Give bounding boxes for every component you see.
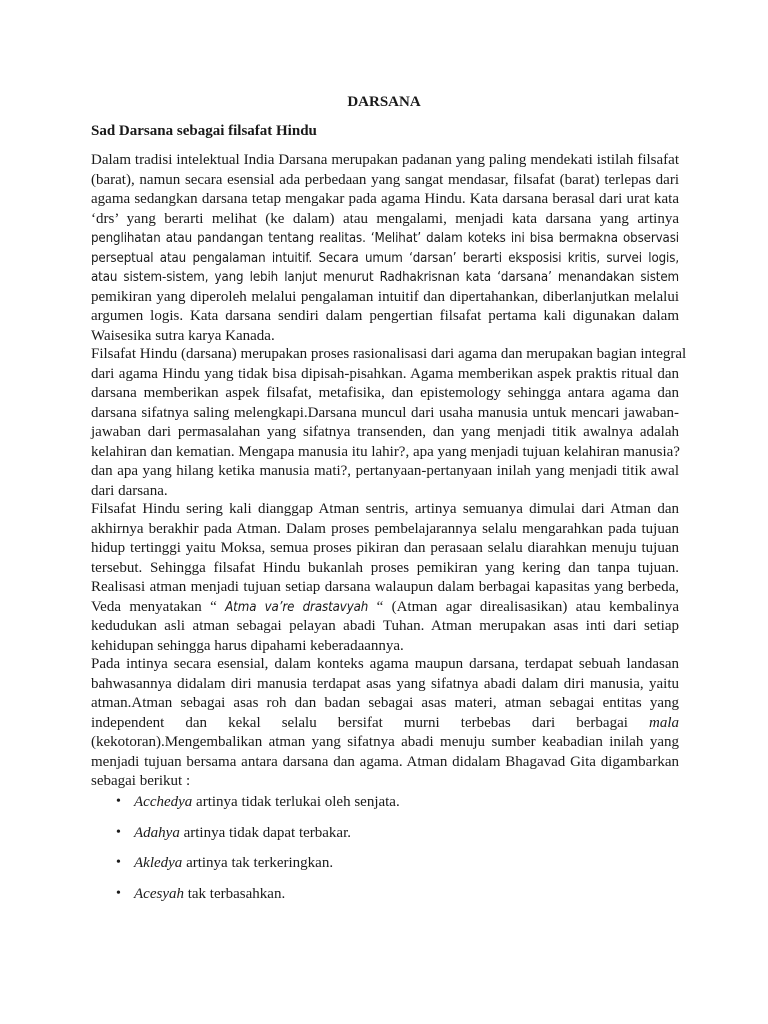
paragraph-line: Waisesika sutra karya Kanada. [91, 327, 275, 344]
bullet-icon: • [116, 824, 121, 840]
bullet-icon: • [116, 794, 121, 809]
paragraph-line: darsana memberikan aspek filsafat, metafisika, dan epistemology sehingga antara agama dan [91, 385, 679, 401]
list-item-text: artinya tak terkeringkan. [182, 855, 334, 871]
paragraph-1 [91, 151, 679, 346]
paragraph-line: akhirnya berakhir pada Atman. Dalam proses pembelajarannya selalu mengarahkan pada tujuan [91, 520, 679, 537]
bullet-icon: • [116, 855, 121, 870]
mala-prefix: independent dan kekal selalu bersifat murni terbebas dari berbagai [91, 714, 628, 731]
paragraph-line: tersebut. Sehingga filsafat Hindu bukanlah proses pemikiran yang kering dan tanpa tujuan. [91, 559, 679, 576]
paragraph-line: kehidupan sehingga harus dipahami keberadaannya. [91, 637, 404, 654]
list-item [91, 884, 679, 915]
veda-quote-line [91, 598, 679, 618]
paragraph-line: agama sedangkan darsana tetap mengakar pada agama Hindu. Kata darsana berasal dari urat kata [91, 191, 679, 207]
paragraph-line: Filsafat Hindu sering kali dianggap Atman sentris, artinya semuanya dimulai dari Atman dan [91, 501, 679, 517]
paragraph-3 [91, 500, 679, 656]
paragraph-line: ‘drs’ yang berarti melihat (ke dalam) atau mengalami, menjadi kata darsana yang artinya [91, 210, 679, 227]
section-heading: Sad Darsana sebagai filsafat Hindu [91, 123, 317, 139]
veda-suffix: “ (Atman agar direalisasikan) atau kembalinya [376, 598, 680, 615]
paragraph-line: kedudukan asli atman sebagai pelayan abadi Tuhan. Atman merupakan asas inti dari setiap [91, 618, 679, 634]
paragraph-line: menjadi tujuan bersama antara darsana dan agama. Atman didalam Bhagavad Gita digambarkan [91, 753, 679, 770]
mala-line [91, 714, 679, 734]
list-item-text: artinya tidak dapat terbakar. [179, 824, 352, 841]
paragraph-line: (kekotoran).Mengembalikan atman yang sifatnya abadi menuju sumber keabadian inilah yang [91, 734, 679, 750]
veda-prefix: Veda menyatakan “ [91, 598, 217, 615]
document-title: DARSANA [347, 94, 421, 110]
list-item-term: Akledya [134, 855, 183, 871]
paragraph-line: dan apa yang hilang ketika manusia mati?, pertanyaan-pertanyaan inilah yang menjadi titik awal [91, 463, 679, 479]
paragraph-line: bahwasannya didalam diri manusia terdapat asas yang sifatnya abadi dalam diri manusia, yaitu [91, 675, 679, 692]
paragraph-line: jawaban dari permasalahan yang sifatnya transenden, dan yang menjadi titik awalnya adalah [91, 424, 679, 440]
list-item [91, 853, 679, 884]
paragraph-line: Realisasi atman menjadi tujuan setiap darsana walaupun dalam berbagai kapasitas yang berbeda, [91, 579, 679, 595]
list-item [91, 823, 679, 854]
paragraph-line: kelahiran dan kematian. Mengapa manusia itu lahir?, apa yang menjadi tujuan kelahiran manusia? [91, 443, 680, 460]
paragraph-line: (barat), namun secara esensial ada perbedaan yang sangat mendasar, filsafat (barat) terlepas dari [91, 171, 679, 188]
list-item [91, 792, 679, 823]
list-item-text: tak terbasahkan. [183, 885, 286, 902]
paragraph-2 [91, 345, 687, 501]
paragraph-line: atau sistem-sistem, yang lebih lanjut menurut Radhakrisnan kata ‘darsana’ menandakan sistem [91, 270, 679, 285]
list-item-text: artinya tidak terlukai oleh senjata. [192, 794, 400, 810]
paragraph-4 [91, 655, 679, 792]
paragraph-line: argumen logis. Kata darsana sendiri dalam pengertian filsafat pertama kali digunakan dalam [91, 308, 679, 324]
paragraph-line: Pada intinya secara esensial, dalam konteks agama maupun darsana, terdapat sebuah landasan [91, 656, 679, 672]
paragraph-line: sebagai berikut : [91, 773, 191, 789]
atman-attributes-list [91, 792, 679, 914]
list-item-term: Adahya [134, 824, 180, 841]
paragraph-line: penglihatan atau pandangan tentang realitas. ‘Melihat’ dalam koteks ini bisa bermakna observasi [91, 231, 679, 246]
list-item-term: Acchedya [134, 794, 193, 810]
paragraph-line: pemikiran yang diperoleh melalui pengalaman intuitif dan dipertahankan, diberlanjutkan melalui [91, 288, 679, 305]
paragraph-line: atman.Atman sebagai asas roh dan badan sebagai asas materi, atman sebagai entitas yang [91, 695, 679, 711]
paragraph-line: Dalam tradisi intelektual India Darsana merupakan padanan yang paling mendekati istilah filsafat [91, 152, 679, 168]
paragraph-line: dari agama Hindu yang tidak bisa dipisah-pisahkan. Agama memberikan aspek praktis ritual dan [91, 365, 679, 382]
veda-quote: Atma va’re drastavyah [225, 599, 369, 615]
paragraph-line: Filsafat Hindu (darsana) merupakan proses rasionalisasi dari agama dan merupakan bagian integral [91, 346, 687, 362]
list-item-term: Acesyah [134, 885, 184, 902]
mala-word: mala [649, 714, 679, 731]
paragraph-line: hidup tertinggi yaitu Moksa, semua proses pikiran dan perasaan selalu diarahkan menuju tujuan [91, 540, 679, 556]
paragraph-line: perseptual atau pengalaman intuitif. Secara umum ‘darsan’ berarti eksposisi kritis, survei logis, [91, 250, 679, 266]
bullet-icon: • [116, 885, 121, 901]
paragraph-line: darsana sifatnya saling melengkapi.Darsana muncul dari usaha manusia untuk mencari jawaban- [91, 404, 679, 421]
paragraph-line: dari darsana. [91, 482, 168, 499]
